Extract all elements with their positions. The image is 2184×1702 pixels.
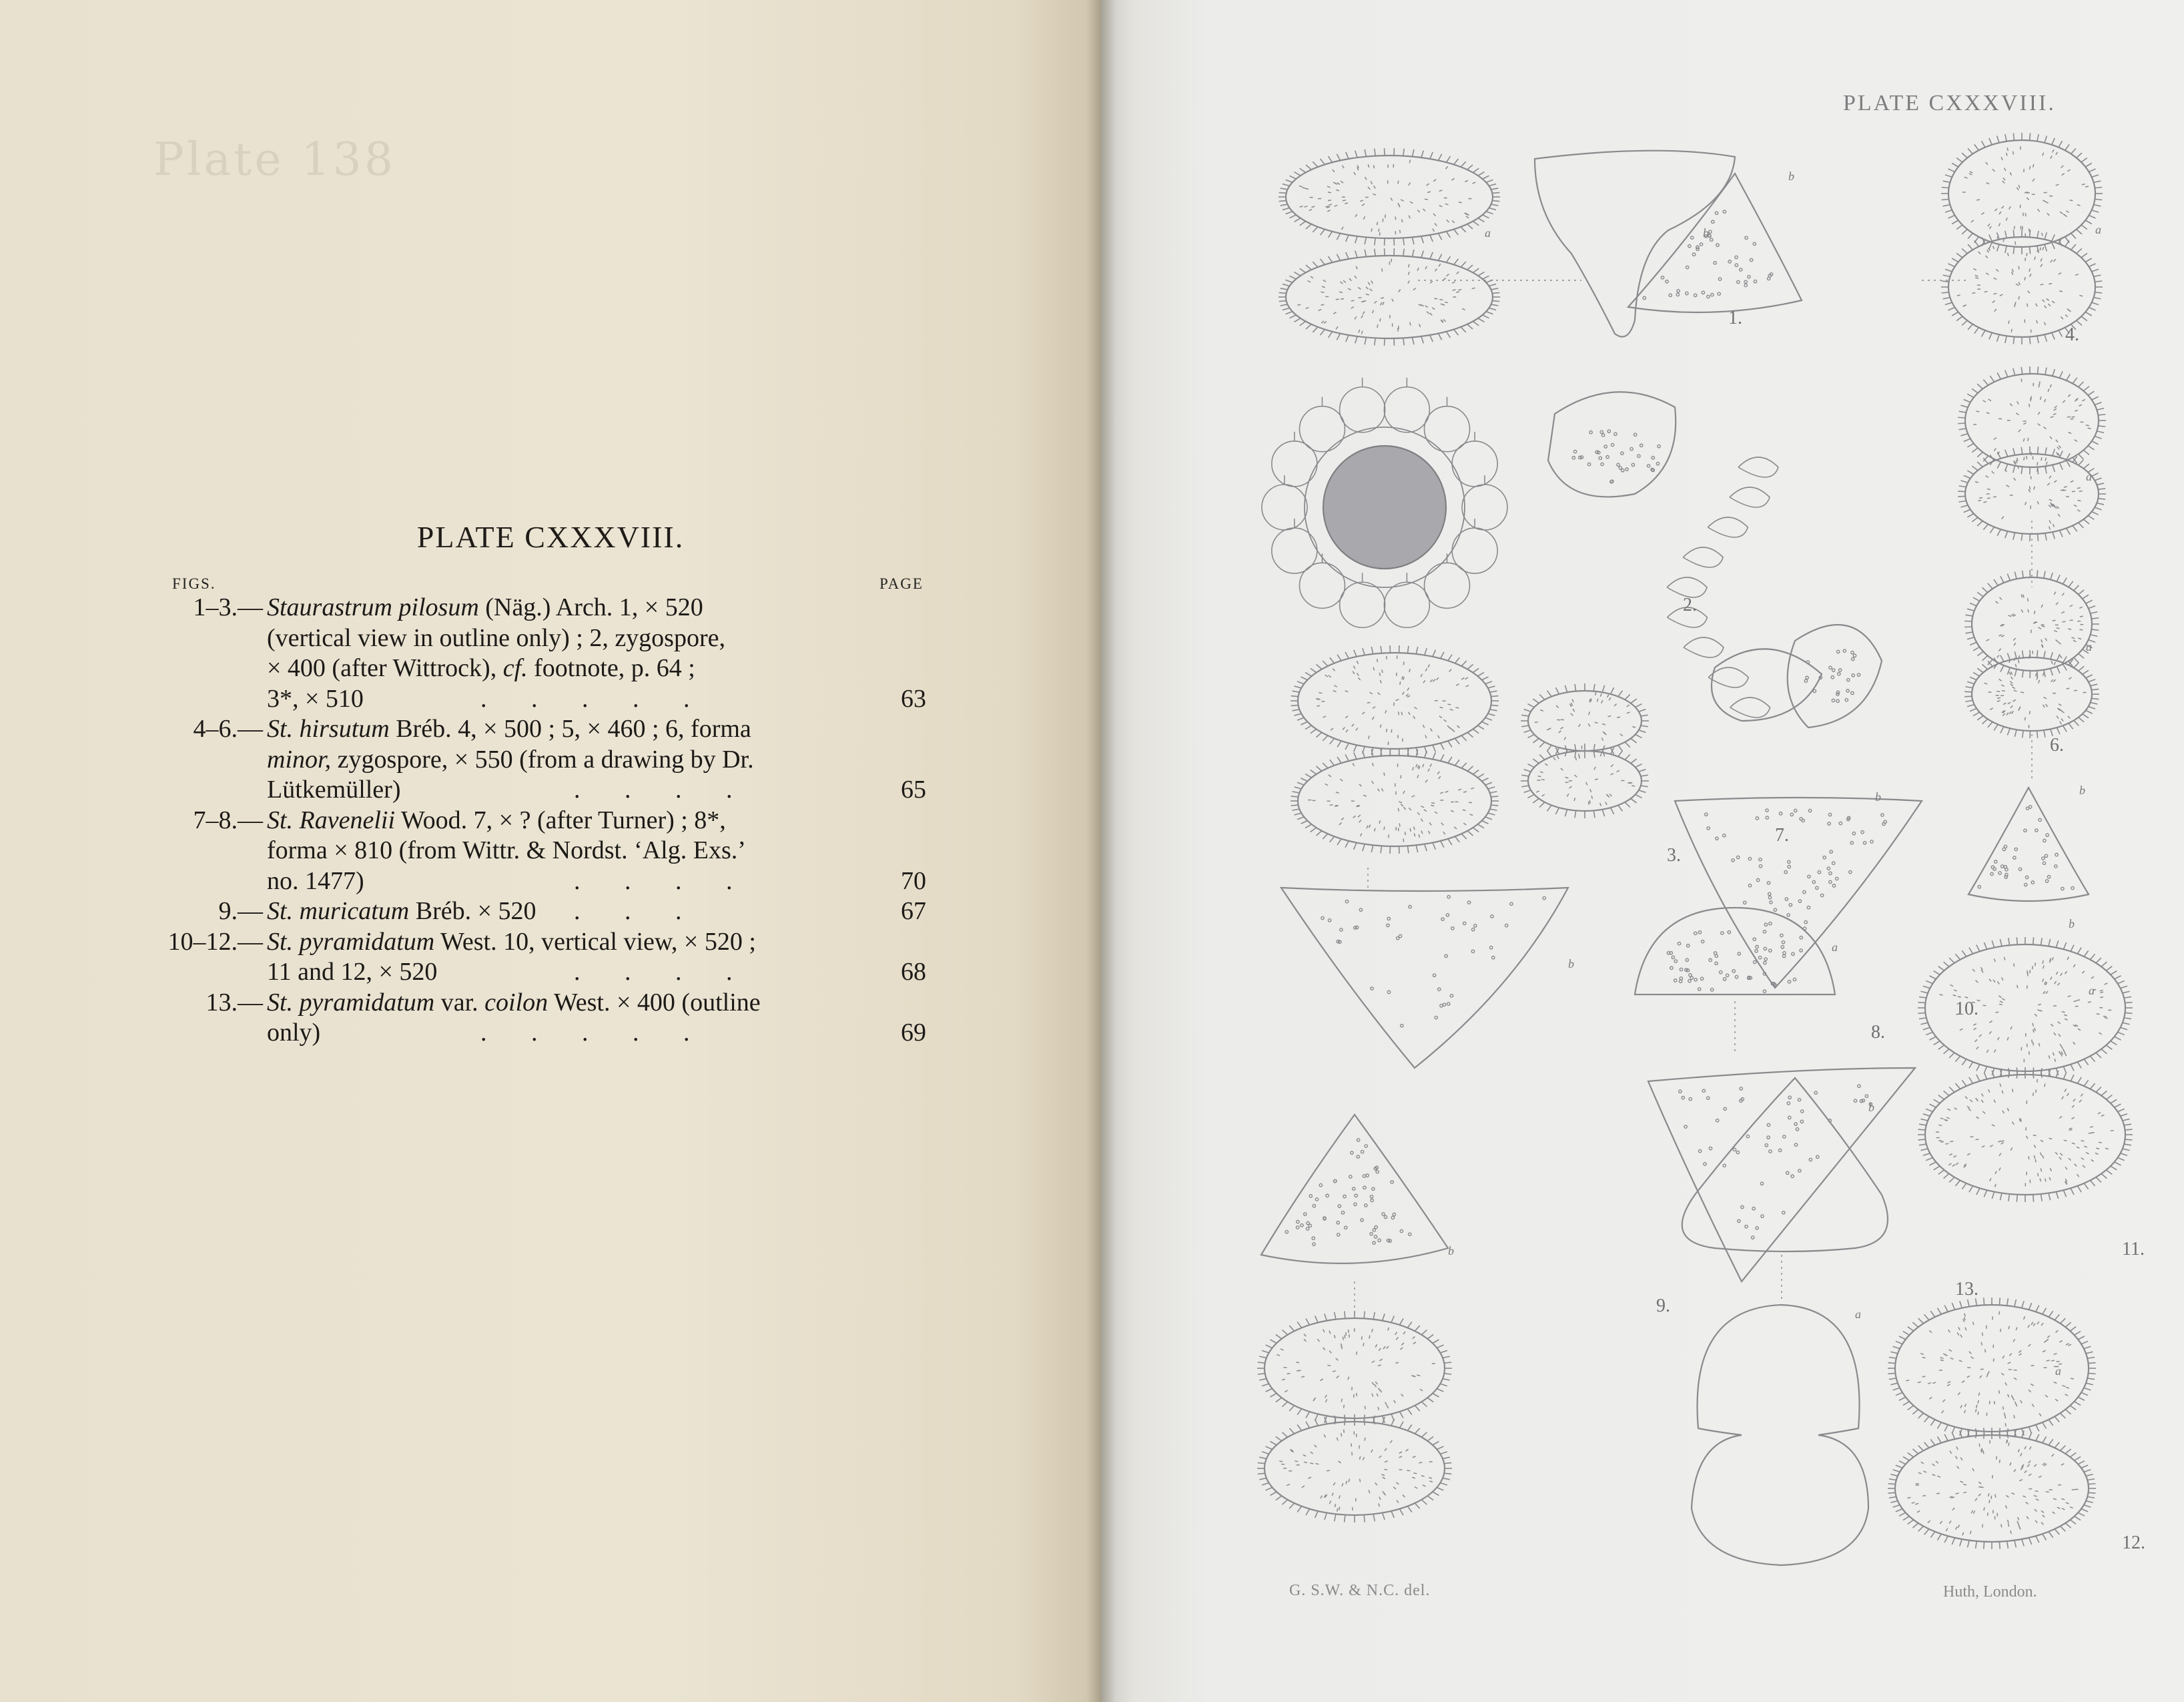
legend-text xyxy=(267,593,703,623)
legend-line xyxy=(0,623,1101,654)
sub-label: b xyxy=(1788,170,1794,183)
sub-label: b xyxy=(1703,226,1709,240)
page-number: 68 xyxy=(901,958,926,986)
sub-label: b xyxy=(2069,917,2075,930)
figure-number: 2. xyxy=(1683,595,1697,615)
figure-number: 11. xyxy=(2122,1239,2145,1259)
fig-5-semicell-bottom-b xyxy=(1964,650,2099,738)
legend-line xyxy=(0,745,1101,776)
fig-11-semicell-bottom xyxy=(1918,1067,2133,1202)
leader-dots: . . . . . xyxy=(480,684,690,713)
leader-dots: . . . xyxy=(574,897,682,925)
legend-line xyxy=(0,714,1101,745)
printer-credit: Huth, London. xyxy=(1943,1583,2037,1601)
plate-heading: PLATE CXXXVIII. xyxy=(416,520,685,554)
legend-fragment: × 400 (after Wittrock), xyxy=(267,654,503,682)
legend-fragment: Wood. 7, × ? (after Turner) ; 8*, xyxy=(395,806,726,834)
fig-8-vertical-view xyxy=(1648,1068,1915,1282)
figure-number: 12. xyxy=(2122,1532,2145,1553)
sub-label: a xyxy=(1832,940,1838,954)
species-name: minor, xyxy=(267,745,332,774)
legend-text xyxy=(267,988,761,1019)
species-name: St. Ravenelii xyxy=(267,806,396,834)
legend-text xyxy=(267,684,364,715)
fig-1-outline xyxy=(1535,151,1735,337)
fig-1-semicell-top xyxy=(1279,148,1500,246)
fig-13-vertical-view xyxy=(1682,1078,1888,1251)
figure-number: 6. xyxy=(2050,735,2064,756)
legend-line xyxy=(0,806,1101,836)
legend-text xyxy=(267,745,754,776)
page-number: 69 xyxy=(901,1019,926,1047)
figure-number: 13. xyxy=(1955,1279,1978,1300)
figure-number: 10. xyxy=(1955,999,1978,1019)
legend-fragment: (Näg.) Arch. 1, × 520 xyxy=(478,593,703,621)
page-number: 63 xyxy=(901,684,926,713)
legend-line xyxy=(0,927,1101,958)
fig-3-vertical-view xyxy=(1281,888,1568,1068)
figure-range: 9.— xyxy=(218,897,263,925)
fig-12-semicell-bottom xyxy=(1888,1428,2096,1549)
page-number: 70 xyxy=(901,866,926,895)
figure-range: 13.— xyxy=(206,988,263,1017)
fig-3-semicell-bottom xyxy=(1291,748,1499,854)
species-name: St. hirsutum xyxy=(267,715,390,743)
legend-fragment: zygospore, × 550 (from a drawing by Dr. xyxy=(331,745,754,774)
fig-11-semicell-top xyxy=(1918,937,2133,1079)
sub-label: b xyxy=(1868,1101,1874,1114)
figure-number: 4. xyxy=(2065,324,2079,345)
legend-fragment: Bréb. × 520 xyxy=(409,897,536,925)
legend-fragment: no. 1477) xyxy=(267,866,364,895)
show-through-text: Plate 138 xyxy=(153,133,396,186)
legend-fragment: 11 and 12, × 520 xyxy=(267,958,438,986)
legend-text xyxy=(267,714,751,745)
fig-9-semicell-bottom xyxy=(1257,1414,1452,1522)
legend-text xyxy=(267,623,725,654)
legend-fragment: 3*, × 510 xyxy=(267,684,364,713)
legend-fragment: only) xyxy=(267,1019,321,1047)
species-name: cf. xyxy=(502,654,528,682)
legend-text xyxy=(267,806,726,836)
sub-label: a xyxy=(1485,226,1491,240)
fig-9-vertical-view xyxy=(1261,1115,1448,1263)
figure-range: 10–12.— xyxy=(167,927,263,956)
sub-label: a xyxy=(2086,640,2092,653)
species-name: St. pyramidatum xyxy=(267,927,435,956)
legend-fragment: (vertical view in outline only) ; 2, zygospore, xyxy=(267,623,725,652)
sub-label: a xyxy=(2089,984,2095,997)
figure-number: 8. xyxy=(1871,1022,1885,1043)
figs-column-label: FIGS. xyxy=(172,575,216,592)
fig-9-semicell-top xyxy=(1257,1311,1452,1426)
leader-dots: . . . . xyxy=(574,866,733,895)
legend-fragment: forma × 810 (from Wittr. & Nordst. ‘Alg. Exs.’ xyxy=(267,836,746,864)
legend-text xyxy=(267,866,364,897)
page-column-label: PAGE xyxy=(879,575,924,592)
legend-text xyxy=(267,775,400,806)
fig-1-semicell-bottom xyxy=(1279,248,1500,346)
fig-3-semicell-top xyxy=(1291,645,1499,756)
fig-5-semicell-top xyxy=(1958,366,2106,475)
leader-dots: . . . . . xyxy=(480,1019,690,1047)
legend-line xyxy=(0,836,1101,866)
leader-dots: . . . . xyxy=(574,776,733,804)
legend-text xyxy=(267,836,746,866)
legend-fragment: Lütkemüller) xyxy=(267,776,401,804)
legend-text xyxy=(267,653,695,684)
sub-label: a xyxy=(1855,1308,1861,1321)
fig-2-zygospore xyxy=(1262,378,1507,627)
legend-line xyxy=(0,988,1101,1019)
legend-fragment: Bréb. 4, × 500 ; 5, × 460 ; 6, forma xyxy=(389,715,751,743)
fig-13-front-view xyxy=(1692,1305,1868,1565)
figure-number: 3. xyxy=(1667,845,1681,866)
legend-line xyxy=(0,684,1101,715)
fig-5-semicell-top-b xyxy=(1964,570,2099,678)
plate-illustration xyxy=(1101,0,2184,1702)
page-number: 65 xyxy=(901,776,926,804)
legend-fragment: var. xyxy=(434,988,485,1017)
legend-line xyxy=(0,866,1101,897)
figure-range: 1–3.— xyxy=(193,593,263,621)
legend-line xyxy=(0,1018,1101,1049)
sub-label: a xyxy=(2086,470,2092,483)
legend-line xyxy=(0,957,1101,988)
fig-12-semicell-top xyxy=(1888,1298,2096,1439)
figure-range: 7–8.— xyxy=(193,806,263,834)
sub-label: b xyxy=(1568,957,1574,970)
legend-fragment: footnote, p. 64 ; xyxy=(527,654,695,682)
artist-credit: G. S.W. & N.C. del. xyxy=(1289,1582,1431,1599)
sub-label: a xyxy=(2055,1364,2061,1378)
species-name: St. muricatum xyxy=(267,897,410,925)
figure-number: 1. xyxy=(1728,308,1742,328)
figure-range: 4–6.— xyxy=(193,715,263,743)
sub-label: b xyxy=(1875,790,1881,804)
legend-text xyxy=(267,927,756,958)
legend-line xyxy=(0,653,1101,684)
fig-5-vertical-view xyxy=(1968,788,2089,901)
species-name: St. pyramidatum xyxy=(267,988,435,1017)
legend-text xyxy=(267,896,536,927)
figure-number: 9. xyxy=(1656,1296,1670,1316)
species-name: Staurastrum pilosum xyxy=(267,593,479,621)
leader-dots: . . . . xyxy=(574,958,733,986)
figure-number: 7. xyxy=(1775,825,1789,846)
legend-fragment: West. 10, vertical view, × 520 ; xyxy=(434,927,756,956)
legend-text xyxy=(267,1018,320,1049)
legend-line xyxy=(0,896,1101,927)
legend-text xyxy=(267,957,437,988)
species-name: coilon xyxy=(484,988,549,1017)
legend-line xyxy=(0,593,1101,623)
sub-label: b xyxy=(1448,1244,1454,1257)
sub-label: b xyxy=(2079,784,2085,797)
sub-label: a xyxy=(2095,223,2101,236)
legend-line xyxy=(0,775,1101,806)
fig-4-vertical-view xyxy=(1628,174,1802,312)
fig-6-conjugation xyxy=(1548,392,1882,728)
page-number: 67 xyxy=(901,897,926,925)
plate-title: PLATE CXXXVIII. xyxy=(1843,91,2056,115)
legend-fragment: West. × 400 (outline xyxy=(548,988,761,1017)
